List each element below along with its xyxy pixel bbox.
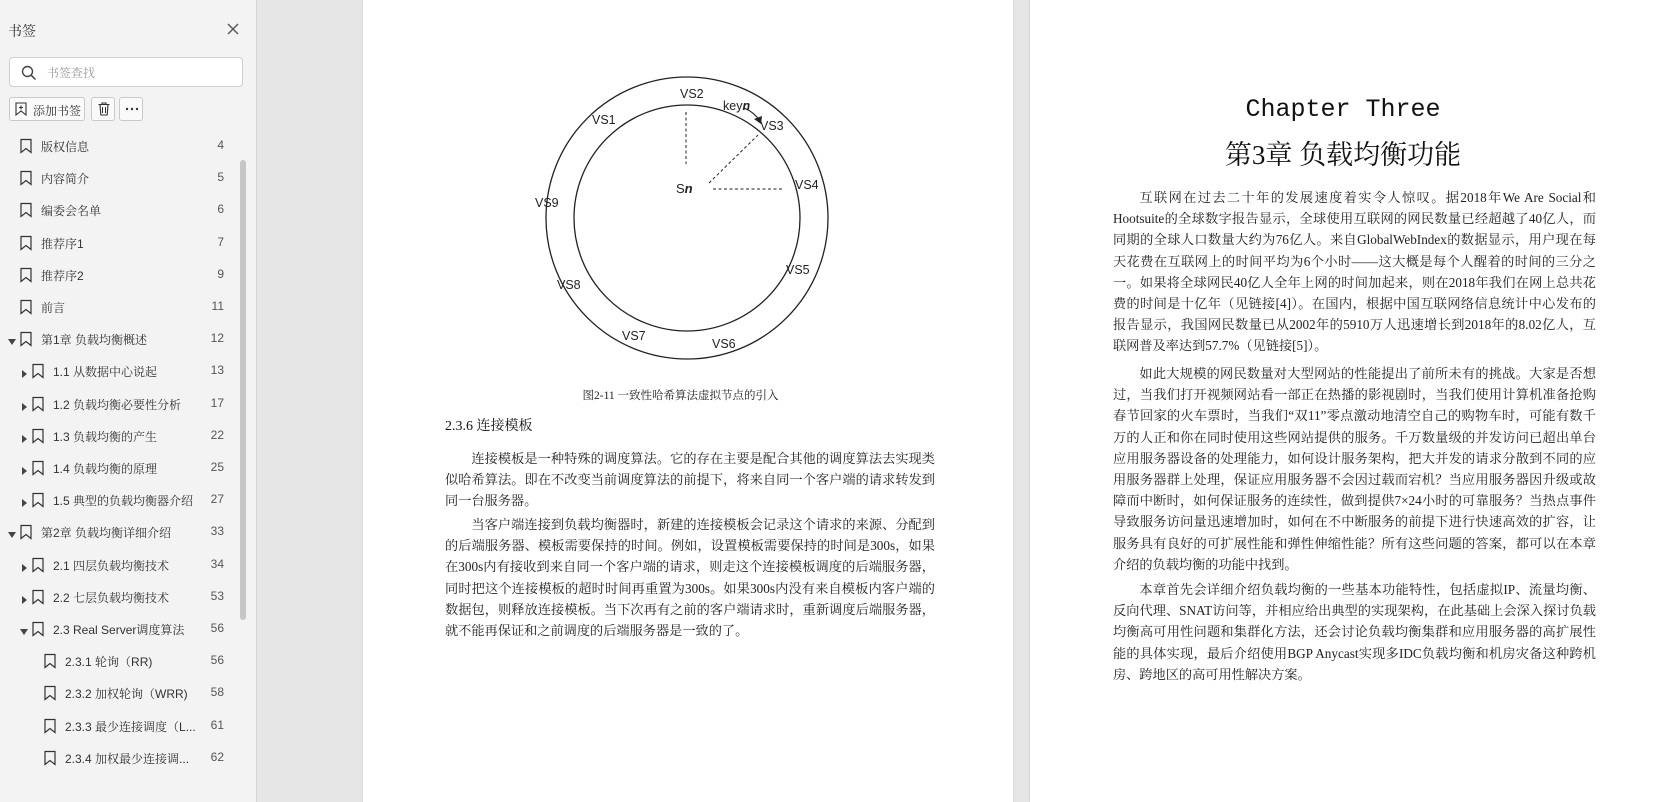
paragraph: 如此大规模的网民数量对大型网站的性能提出了前所未有的挑战。大家是否想过，当我们打开视频网站看一部正在热播的影视剧时，当我们使用计算机准备抢购春节回家的火车票时，当我们“双11”零点激动地清空自己的购物车时，可能有数千万的人正和你在同时使用这些网站提供的服务。千万数量级的并发访问已超出单台应用服务器设备的处理能力，如何设计服务架构，把大并发的请求分散到不同的应用服务器群上处理，保证应用服务器不会因过载而宕机？当应用服务器因升级或故障而中断时，如何保证服务的连续性，做到提供7×24小时的可靠服务？当热点事件导致服务访问量迅速增加时，如何在不中断服务的前提下进行快速高效的扩容，让服务具有良好的可扩展性能和弹性伸缩性能？所有这些问题的答案，都可以在本章介绍的负载均衡的功能中找到。 [1113,366,1596,572]
bookmark-label: 1.5 典型的负载均衡器介绍 [53,494,194,509]
section-heading: 2.3.6 连接模板 [445,419,533,434]
bookmark-icon [19,524,33,540]
bookmark-label: 2.3.3 最少连接调度（L... [65,719,196,734]
bookmark-item[interactable] [0,354,238,388]
bookmark-item[interactable] [0,226,238,260]
node-label: VS3 [760,119,784,133]
chapter-title-en: Chapter Three [1245,95,1441,124]
bookmark-icon [31,557,45,573]
bookmark-page-number: 33 [210,524,224,539]
document-viewer [257,0,1656,802]
node-label: VS4 [795,178,819,192]
sidebar-title: 书签 [8,23,36,39]
bookmark-icon [19,170,33,186]
paragraph: 互联网在过去二十年的发展速度着实令人惊叹。据2018年We Are Social和Hootsuite的全球数字报告显示，全球使用互联网的网民数量已经超越了40亿人，而同期的全球人口数量大约为76亿人。来自GlobalWebIndex的数据显示，用户现在每天花费在互联网上的时间平均为6个小时——这大概是每个人醒着的时间的三分之一。如果将全球网民40亿人全年上网的时间加起来，则在2018年我们在网上总共花费的时间是十亿年（见链接[4]）。在国内，根据中国互联网络信息统计中心发布的报告显示，我国网民数量已从2002年的5910万人迅速增长到2018年的8.02亿人，互联网普及率达到57.7%（见链接[5]）。 [1113,190,1596,354]
bookmark-label: 第1章 负载均衡概述 [41,333,148,348]
paragraph: 连接模板是一种特殊的调度算法。它的存在主要是配合其他的调度算法去实现类似哈希算法。即在不改变当前调度算法的前提下，将来自同一个客户端的请求转发到同一台服务器。 [445,451,935,509]
page-right [1030,0,1656,802]
bookmark-label: 2.3.2 加权轮询（WRR) [65,687,188,702]
close-icon[interactable] [224,20,242,38]
more-icon [124,102,140,116]
caret-right-icon[interactable] [20,592,28,602]
add-bookmark-label: 添加书签 [33,104,82,118]
bookmark-label: 内容简介 [41,172,90,187]
figure-caption: 图2-11 一致性哈希算法虚拟节点的引入 [582,390,779,402]
caret-down-icon[interactable] [8,527,16,537]
bookmark-page-number: 56 [210,653,224,668]
bookmark-page-number: 6 [217,202,224,217]
bookmark-page-number: 27 [210,492,224,507]
caret-right-icon[interactable] [20,463,28,473]
bookmark-label: 1.4 负载均衡的原理 [53,462,158,476]
bookmark-label: 编委会名单 [41,204,102,219]
consistent-hash-ring-diagram [518,72,848,387]
center-label: Sn [676,181,693,196]
bookmark-icon [19,331,33,347]
bookmark-label: 版权信息 [41,140,90,154]
bookmark-icon [31,460,45,476]
bookmark-page-number: 12 [210,331,224,346]
bookmark-icon [31,396,45,412]
bookmark-label: 推荐序1 [41,236,84,251]
bookmark-label: 2.3.1 轮询（RR) [65,655,153,670]
bookmark-icon [31,589,45,605]
bookmark-item[interactable] [0,129,238,163]
bookmark-label: 2.3.4 加权最少连接调... [65,751,190,766]
node-label: VS7 [622,329,646,343]
node-label: VS1 [592,113,616,127]
bookmark-item[interactable] [0,580,238,614]
add-bookmark-button[interactable] [9,97,85,121]
more-options-button[interactable] [119,97,143,121]
bookmark-label: 2.2 七层负载均衡技术 [53,590,170,605]
bookmark-icon [19,267,33,283]
bookmark-page-number: 53 [210,588,224,603]
caret-right-icon[interactable] [20,399,28,409]
page-left [363,0,1013,802]
node-label: VS6 [712,337,736,351]
chapter-title-cn: 第3章 负载均衡功能 [1224,140,1462,170]
bookmark-item[interactable] [0,676,238,710]
caret-right-icon[interactable] [20,495,28,505]
bookmark-icon [43,750,57,766]
bookmark-label: 2.3 Real Server调度算法 [53,623,185,637]
outer-ring [546,77,828,359]
bookmark-label: 前言 [41,301,66,315]
bookmark-icon [19,202,33,218]
bookmark-icon [31,363,45,379]
bookmark-label: 2.1 四层负载均衡技术 [53,558,170,573]
bookmark-list [0,128,238,802]
bookmark-search-input[interactable] [45,62,234,84]
bookmark-item[interactable] [0,548,238,582]
node-label: VS8 [557,278,581,292]
sidebar-scrollbar[interactable] [240,160,246,620]
bookmark-item[interactable] [0,741,238,775]
caret-right-icon[interactable] [20,366,28,376]
bookmark-icon [19,299,33,315]
bookmark-icon [31,428,45,444]
paragraph: 当客户端连接到负载均衡器时，新建的连接模板会记录这个请求的来源、分配到的后端服务器、模板需要保持的时间。例如，设置模板需要保持的时间是300s，如果在300s内有接收到来自同一个客户端的请求，则走这个连接模板调度的后端服务器，同时把这个连接模板的超时时间再重置为300s。如果300s内没有来自模板内客户端的数据包，则释放连接模板。当下次再有之前的客户端请求时，重新调度后端服务器，就不能再保证和之前调度的后端服务器是一致的了。 [445,517,935,639]
bookmark-sidebar [0,0,257,802]
bookmark-item[interactable] [0,290,238,324]
bookmark-item[interactable] [0,644,238,678]
bookmark-page-number: 58 [210,685,224,700]
trash-icon [96,101,112,117]
bookmark-item[interactable] [0,419,238,453]
bookmark-item[interactable] [0,161,238,195]
caret-right-icon[interactable] [20,431,28,441]
bookmark-item[interactable] [0,483,238,517]
sidebar-header [8,18,248,42]
node-label: VS2 [680,87,704,101]
bookmark-page-number: 11 [211,299,224,313]
bookmark-item[interactable] [0,322,238,356]
bookmark-page-number: 62 [210,749,224,764]
bookmark-icon [43,685,57,701]
bookmark-icon [43,718,57,734]
paragraph: 本章首先会详细介绍负载均衡的一些基本功能特性，包括虚拟IP、流量均衡、反向代理、SNAT访问等，并相应给出典型的实现架构，在此基础上会深入探讨负载均衡高可用性问题和集群化方法，还会讨论负载均衡集群和应用服务器的高扩展性能的具体实现，最后介绍使用BGP Anycast实现多IDC负载均衡和机房灾备这种跨机房、跨地区的高可用性解决方案。 [1113,582,1596,682]
bookmark-page-number: 22 [210,427,224,442]
bookmark-label: 1.2 负载均衡必要性分析 [53,397,182,412]
bookmark-icon [31,621,45,637]
key-label: keyn [723,99,751,113]
bookmark-page-number: 13 [210,363,224,378]
caret-right-icon[interactable] [20,560,28,570]
bookmark-item[interactable] [0,193,238,227]
bookmark-item[interactable] [0,258,238,292]
delete-bookmark-button[interactable] [91,97,115,121]
bookmark-icon [31,492,45,508]
add-bookmark-icon [14,102,28,116]
bookmark-item[interactable] [0,451,238,485]
node-label: VS9 [535,196,559,210]
bookmark-page-number: 4 [217,138,224,152]
bookmark-label: 第2章 负载均衡详细介绍 [41,526,172,541]
bookmark-icon [43,653,57,669]
bookmark-item[interactable] [0,387,238,421]
caret-down-icon[interactable] [8,334,16,344]
bookmark-label: 推荐序2 [41,268,84,283]
node-label: VS5 [786,263,810,277]
bookmark-item[interactable] [0,612,238,646]
bookmark-label: 1.1 从数据中心说起 [53,365,158,380]
bookmark-page-number: 25 [210,460,224,474]
bookmark-page-number: 7 [217,234,224,249]
bookmark-page-number: 34 [210,556,224,571]
bookmark-page-number: 61 [210,717,224,732]
bookmark-icon [19,138,33,154]
bookmark-search[interactable] [9,57,243,87]
bookmark-item[interactable] [0,515,238,549]
bookmark-label: 1.3 负载均衡的产生 [53,429,158,444]
bookmark-page-number: 5 [217,170,224,185]
caret-down-icon[interactable] [20,624,28,634]
search-icon [21,65,37,81]
bookmark-page-number: 56 [210,621,224,635]
bookmark-item[interactable] [0,709,238,743]
bookmark-icon [19,235,33,251]
bookmark-page-number: 17 [210,395,224,410]
bookmark-page-number: 9 [217,266,224,281]
inner-ring [574,105,800,331]
